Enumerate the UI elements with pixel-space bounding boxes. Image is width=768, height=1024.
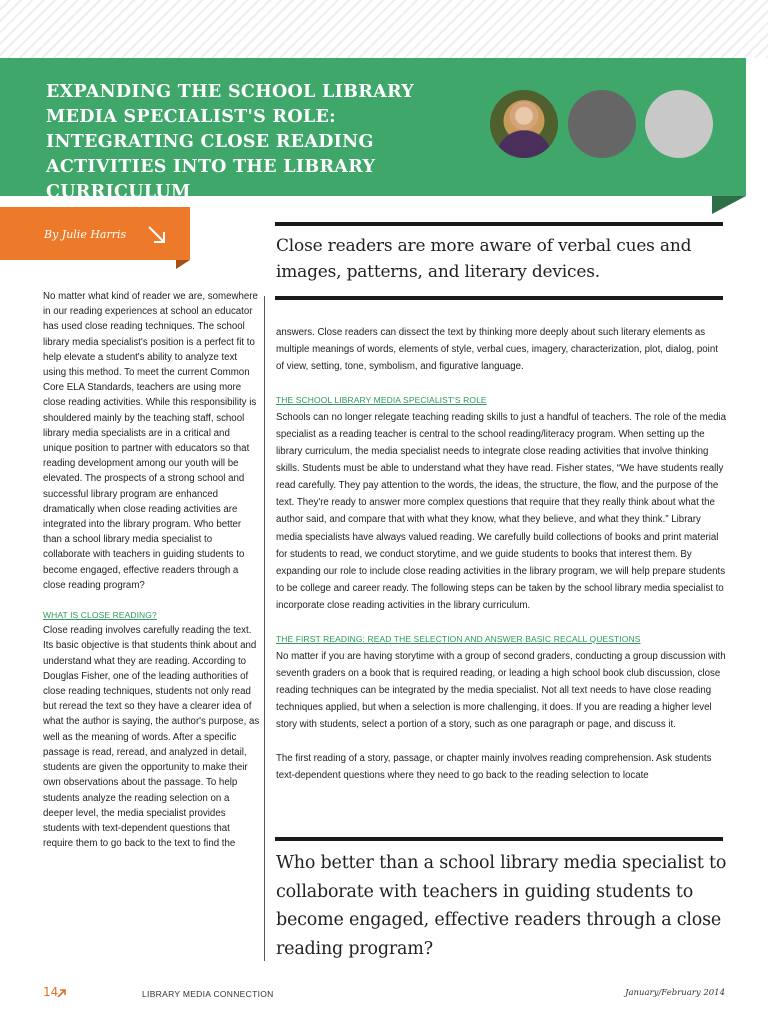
issue-date: January/February 2014 xyxy=(625,988,725,998)
article-title: EXPANDING THE SCHOOL LIBRARY MEDIA SPECIALIST'S ROLE: INTEGRATING CLOSE READING ACTIVITIES INTO THE LIBRARY CURRICULUM xyxy=(46,82,415,202)
pullquote-bottom-rule xyxy=(275,837,723,841)
first-reading-paragraph: No matter if you are having storytime with a group of second graders, conducting a group discussion with seventh graders on a book that is required reading, or leading a high school book club discussion, close reading techniques can be integrated by the media specialist. Not all text needs to have close reading techniques applied, but when a selection is more challenging, it does. If you are reading a higher level story with students, select a portion of a story, such as one paragraph or page, and discuss it. xyxy=(276,650,726,730)
pullquote-top: Close readers are more aware of verbal cues and images, patterns, and literary devices. xyxy=(276,236,692,282)
close-reading-paragraph: Close reading involves carefully reading the text. Its basic objective is that students think about and understand what they are reading. According to Douglas Fisher, one of the leading authorities of close reading techniques, students not only read but reread the text so they have a clearer idea of what the author is saying, the author's purpose, as well as the meaning of words. After a specific passage is read, reread, and analyzed in detail, students are given the opportunity to make their own observations about the passage. To help students analyze the reading selection on a deeper level, the media specialist provides students with text-dependent questions that require them to go back to the text to find the xyxy=(43,625,260,850)
right-column xyxy=(276,324,728,784)
byline: By Julie Harris xyxy=(44,228,127,241)
role-paragraph: Schools can no longer relegate teaching reading skills to just a handful of teachers. The role of the media specialist as a reading teacher is central to the school reading/literacy program. When setting up the library curriculum, the media specialist needs to integrate close reading activities that involve thinking skills. Students must be able to understand what they have read. Fisher states, “We have students really read carefully. They pay attention to the words, the ideas, the structure, the flow, and the purpose of the text. They're ready to answer more complex questions that require that they really think about what the author said, and compare that with what they know, what they believe, and what they think.” Library media specialists have always valued reading. We carefully build collections of books and print material for students to read, we conduct storytime, and we guide students to books that interest them. By expanding our role to include close reading activities in the library program, we will help prepare students to be college and career ready. The following steps can be taken by the school library media specialist to incorporate close reading activities in the library curriculum. xyxy=(276,412,727,611)
section-heading-what-is-close-reading: WHAT IS CLOSE READING? xyxy=(43,610,157,621)
decorative-circle-dark xyxy=(568,90,636,158)
first-reading-paragraph-2: The first reading of a story, passage, or chapter mainly involves reading comprehension. Ask students text-dependent questions where they need to go back to the reading selection to locate xyxy=(276,753,712,782)
publication-name: LIBRARY MEDIA CONNECTION xyxy=(142,989,274,999)
author-photo xyxy=(490,90,558,158)
continued-paragraph: answers. Close readers can dissect the text by thinking more deeply about such literary elements as multiple meanings of words, elements of style, verbal cues, imagery, characterization, plot, dialog, point of view, setting, tone, symbolism, and figurative language. xyxy=(276,327,718,373)
byline-fold xyxy=(176,260,190,269)
left-column xyxy=(43,289,261,851)
pullquote-top-bottom-rule xyxy=(275,296,723,300)
pullquote-top-rule xyxy=(275,222,723,226)
hatch-pattern xyxy=(0,0,768,58)
column-divider xyxy=(264,296,265,961)
decorative-circle-light xyxy=(645,90,713,158)
intro-paragraph: No matter what kind of reader we are, somewhere in our reading experiences at school an educator has used close reading techniques. The school library media specialist's position is a perfect fit to help elevate a student's ability to analyze text using this method. To meet the current Common Core ELA Standards, teachers are using more close reading activities. While this responsibility is shouldered mainly by the teaching staff, school library media specialists are in a critical and unique position to partner with educators so that reading development among our youth will be elevated. The prospects of a strong school and successful library program are enhanced dramatically when close reading activities are integrated into the library program. Who better than a school library media specialist to collaborate with teachers in guiding students to become engaged, effective readers through a close reading program? xyxy=(43,291,258,591)
section-heading-first-reading: THE FIRST READING: READ THE SELECTION AND ANSWER BASIC RECALL QUESTIONS xyxy=(276,633,641,644)
page-number: 14 xyxy=(43,985,59,999)
arrow-up-right-icon xyxy=(57,988,67,998)
arrow-down-right-icon xyxy=(146,224,168,246)
section-heading-media-specialist-role: THE SCHOOL LIBRARY MEDIA SPECIALIST'S ROLE xyxy=(276,395,487,406)
banner-fold xyxy=(712,196,746,214)
pullquote-bottom: Who better than a school library media specialist to collaborate with teachers in guiding students to become engaged, effective readers through a close reading program? xyxy=(276,853,727,959)
